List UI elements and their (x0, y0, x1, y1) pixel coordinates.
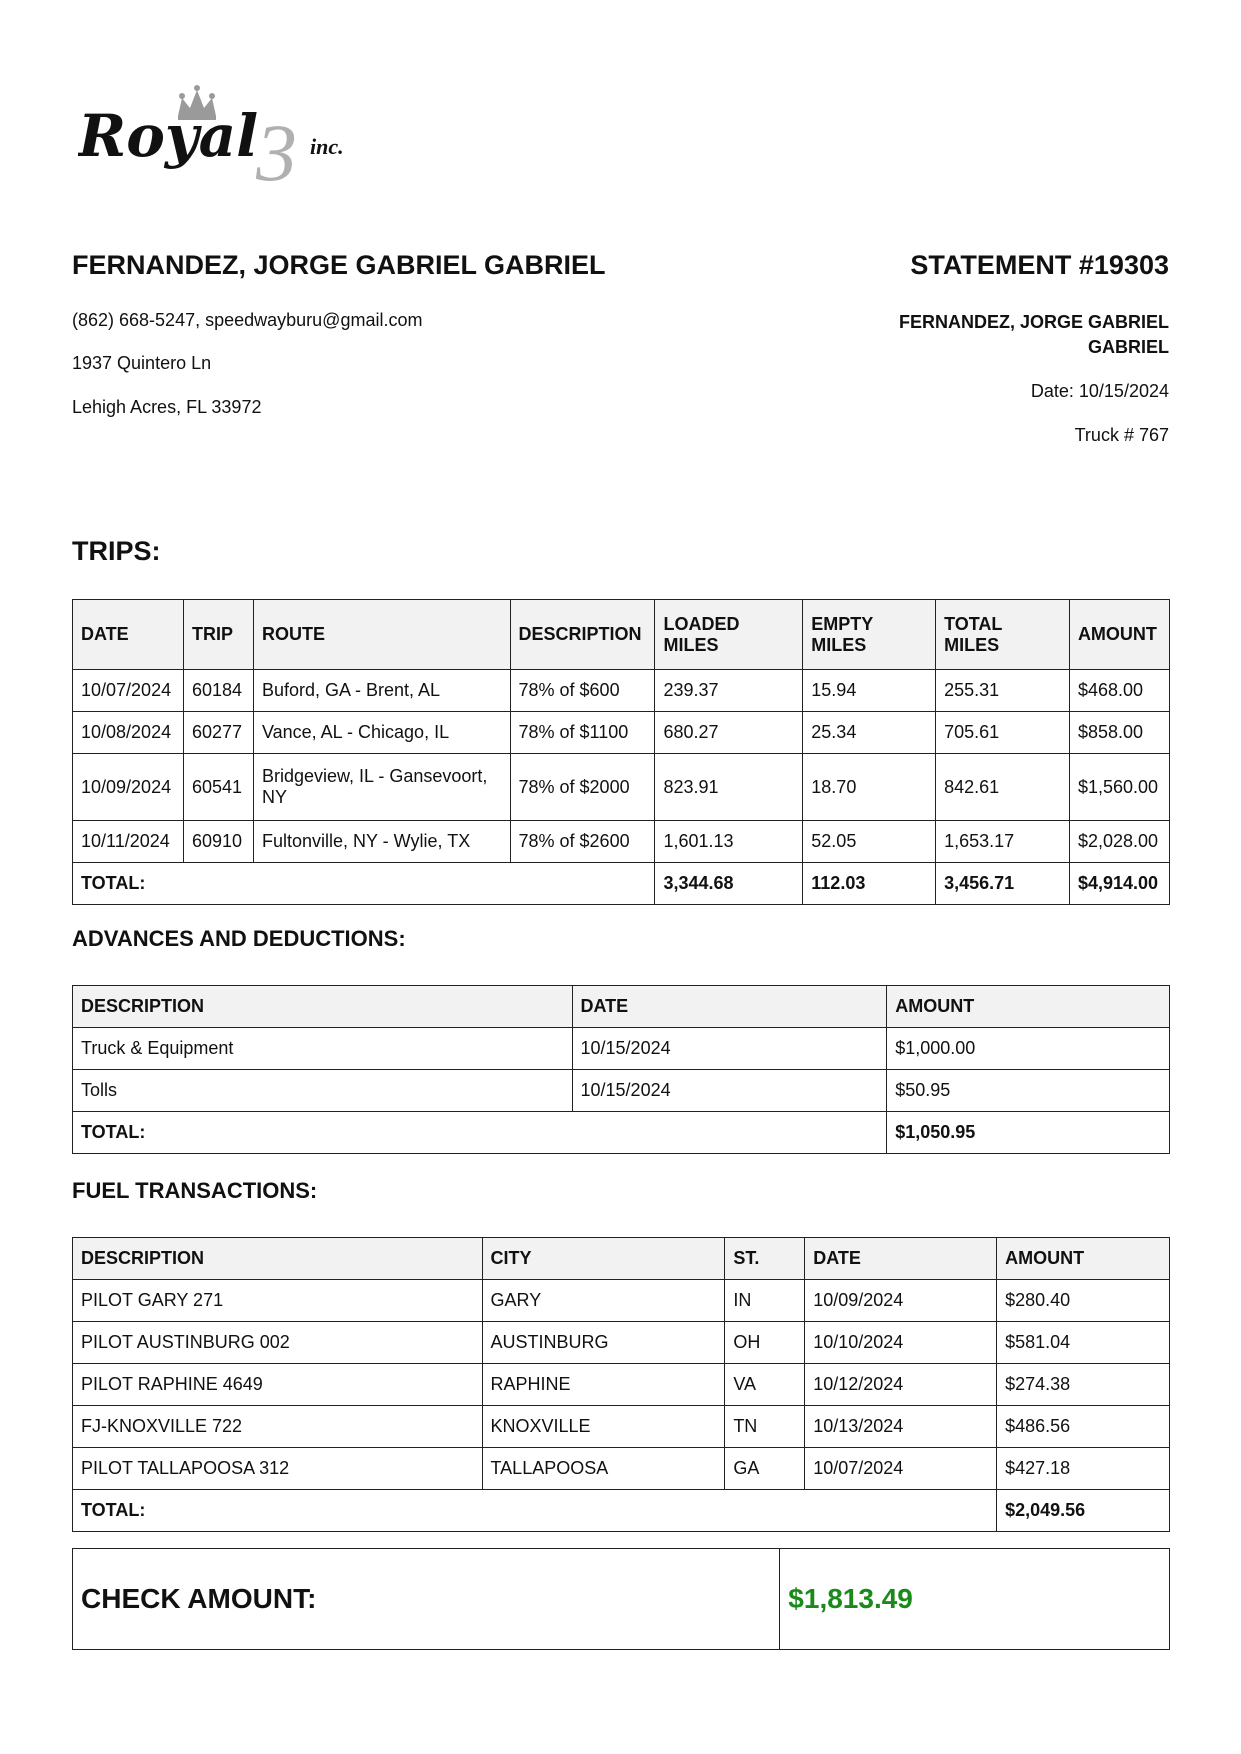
trip-empty-miles: 18.70 (803, 754, 936, 821)
fuel-city: KNOXVILLE (482, 1406, 725, 1448)
trips-col-total-miles: TOTAL MILES (936, 600, 1070, 670)
fuel-col-description: DESCRIPTION (73, 1238, 483, 1280)
fuel-description: FJ-KNOXVILLE 722 (73, 1406, 483, 1448)
fuel-amount: $280.40 (997, 1280, 1170, 1322)
fuel-col-city: CITY (482, 1238, 725, 1280)
trip-route: Vance, AL - Chicago, IL (253, 712, 510, 754)
fuel-amount: $581.04 (997, 1322, 1170, 1364)
logo-word: Royal (78, 102, 259, 170)
fuel-city: AUSTINBURG (482, 1322, 725, 1364)
trips-total-label: TOTAL: (73, 863, 655, 905)
fuel-amount: $427.18 (997, 1448, 1170, 1490)
trips-col-trip: TRIP (183, 600, 253, 670)
statement-date: Date: 10/15/2024 (1030, 381, 1169, 401)
trips-col-loaded-miles: LOADED MILES (655, 600, 803, 670)
statement-truck: Truck # 767 (1074, 425, 1169, 445)
advance-description: Truck & Equipment (73, 1028, 573, 1070)
trip-number: 60910 (183, 821, 253, 863)
table-row (73, 1448, 1170, 1490)
trip-total-miles: 842.61 (936, 754, 1070, 821)
fuel-description: PILOT RAPHINE 4649 (73, 1364, 483, 1406)
trip-number: 60277 (183, 712, 253, 754)
trip-loaded-miles: 680.27 (655, 712, 803, 754)
trip-loaded-miles: 239.37 (655, 670, 803, 712)
trips-table (72, 599, 1170, 905)
advances-col-date: DATE (572, 986, 887, 1028)
trip-total-miles: 255.31 (936, 670, 1070, 712)
trips-total-amount: $4,914.00 (1069, 863, 1169, 905)
advances-col-description: DESCRIPTION (73, 986, 573, 1028)
fuel-city: TALLAPOOSA (482, 1448, 725, 1490)
driver-address-line2: Lehigh Acres, FL 33972 (72, 397, 262, 417)
table-row (73, 670, 1170, 712)
driver-address-line1: 1937 Quintero Ln (72, 353, 212, 373)
advance-date: 10/15/2024 (572, 1028, 887, 1070)
trips-total-empty: 112.03 (803, 863, 936, 905)
table-row (73, 1364, 1170, 1406)
trips-total-row (73, 863, 1170, 905)
fuel-amount: $274.38 (997, 1364, 1170, 1406)
advance-description: Tolls (73, 1070, 573, 1112)
advance-date: 10/15/2024 (572, 1070, 887, 1112)
table-row (73, 1028, 1170, 1070)
trip-route: Bridgeview, IL - Gansevoort, NY (253, 754, 510, 821)
trip-empty-miles: 52.05 (803, 821, 936, 863)
fuel-col-date: DATE (805, 1238, 997, 1280)
trip-description: 78% of $600 (510, 670, 655, 712)
fuel-table (72, 1237, 1170, 1532)
trips-header-row (73, 600, 1170, 670)
table-row (73, 1070, 1170, 1112)
trip-description: 78% of $2000 (510, 754, 655, 821)
trip-empty-miles: 25.34 (803, 712, 936, 754)
statement-title: STATEMENT #19303 (910, 250, 1169, 280)
fuel-city: RAPHINE (482, 1364, 725, 1406)
fuel-date: 10/10/2024 (805, 1322, 997, 1364)
fuel-description: PILOT AUSTINBURG 002 (73, 1322, 483, 1364)
fuel-date: 10/07/2024 (805, 1448, 997, 1490)
trip-description: 78% of $1100 (510, 712, 655, 754)
trip-amount: $2,028.00 (1069, 821, 1169, 863)
fuel-description: PILOT GARY 271 (73, 1280, 483, 1322)
check-amount-box (72, 1548, 1170, 1650)
trips-col-route: ROUTE (253, 600, 510, 670)
fuel-date: 10/12/2024 (805, 1364, 997, 1406)
trips-col-description: DESCRIPTION (510, 600, 655, 670)
statement-driver-name: FERNANDEZ, JORGE GABRIEL GABRIEL (898, 312, 1169, 357)
fuel-state: OH (725, 1322, 805, 1364)
trip-number: 60184 (183, 670, 253, 712)
trip-date: 10/07/2024 (73, 670, 184, 712)
trip-route: Fultonville, NY - Wylie, TX (253, 821, 510, 863)
driver-contact: (862) 668-5247, speedwayburu@gmail.com (72, 310, 423, 330)
trip-total-miles: 705.61 (936, 712, 1070, 754)
advances-total-label: TOTAL: (73, 1112, 887, 1154)
fuel-total-row (73, 1490, 1170, 1532)
advances-col-amount: AMOUNT (887, 986, 1170, 1028)
check-amount-row (73, 1549, 1170, 1650)
fuel-state: TN (725, 1406, 805, 1448)
fuel-col-amount: AMOUNT (997, 1238, 1170, 1280)
trip-loaded-miles: 1,601.13 (655, 821, 803, 863)
fuel-state: GA (725, 1448, 805, 1490)
fuel-section-title: FUEL TRANSACTIONS: (72, 1178, 318, 1203)
logo-numeral: 3 (256, 107, 297, 188)
trips-total-loaded: 3,344.68 (655, 863, 803, 905)
advances-total-amount: $1,050.95 (887, 1112, 1170, 1154)
logo-suffix: inc. (310, 134, 344, 159)
trips-col-date: DATE (73, 600, 184, 670)
trip-number: 60541 (183, 754, 253, 821)
advances-section-title: ADVANCES AND DEDUCTIONS: (72, 926, 406, 951)
check-amount-label: CHECK AMOUNT: (73, 1549, 780, 1650)
table-row (73, 1322, 1170, 1364)
trip-amount: $1,560.00 (1069, 754, 1169, 821)
advance-amount: $50.95 (887, 1070, 1170, 1112)
trip-loaded-miles: 823.91 (655, 754, 803, 821)
trip-total-miles: 1,653.17 (936, 821, 1070, 863)
fuel-amount: $486.56 (997, 1406, 1170, 1448)
trip-amount: $858.00 (1069, 712, 1169, 754)
trip-date: 10/08/2024 (73, 712, 184, 754)
fuel-total-amount: $2,049.56 (997, 1490, 1170, 1532)
fuel-state: VA (725, 1364, 805, 1406)
fuel-total-label: TOTAL: (73, 1490, 997, 1532)
company-logo (78, 78, 378, 188)
trips-col-empty-miles: EMPTY MILES (803, 600, 936, 670)
trips-section-title: TRIPS: (72, 536, 161, 566)
trip-amount: $468.00 (1069, 670, 1169, 712)
advances-header-row (73, 986, 1170, 1028)
fuel-date: 10/09/2024 (805, 1280, 997, 1322)
table-row (73, 754, 1170, 821)
trip-date: 10/11/2024 (73, 821, 184, 863)
table-row (73, 1280, 1170, 1322)
advance-amount: $1,000.00 (887, 1028, 1170, 1070)
trips-total-miles: 3,456.71 (936, 863, 1070, 905)
table-row (73, 712, 1170, 754)
advances-total-row (73, 1112, 1170, 1154)
fuel-city: GARY (482, 1280, 725, 1322)
fuel-date: 10/13/2024 (805, 1406, 997, 1448)
trip-empty-miles: 15.94 (803, 670, 936, 712)
fuel-col-state: ST. (725, 1238, 805, 1280)
trip-route: Buford, GA - Brent, AL (253, 670, 510, 712)
check-amount-value: $1,813.49 (780, 1549, 1170, 1650)
trip-description: 78% of $2600 (510, 821, 655, 863)
advances-table (72, 985, 1170, 1154)
trip-date: 10/09/2024 (73, 754, 184, 821)
table-row (73, 821, 1170, 863)
fuel-header-row (73, 1238, 1170, 1280)
fuel-description: PILOT TALLAPOOSA 312 (73, 1448, 483, 1490)
fuel-state: IN (725, 1280, 805, 1322)
table-row (73, 1406, 1170, 1448)
driver-name: FERNANDEZ, JORGE GABRIEL GABRIEL (72, 250, 606, 280)
trips-col-amount: AMOUNT (1069, 600, 1169, 670)
